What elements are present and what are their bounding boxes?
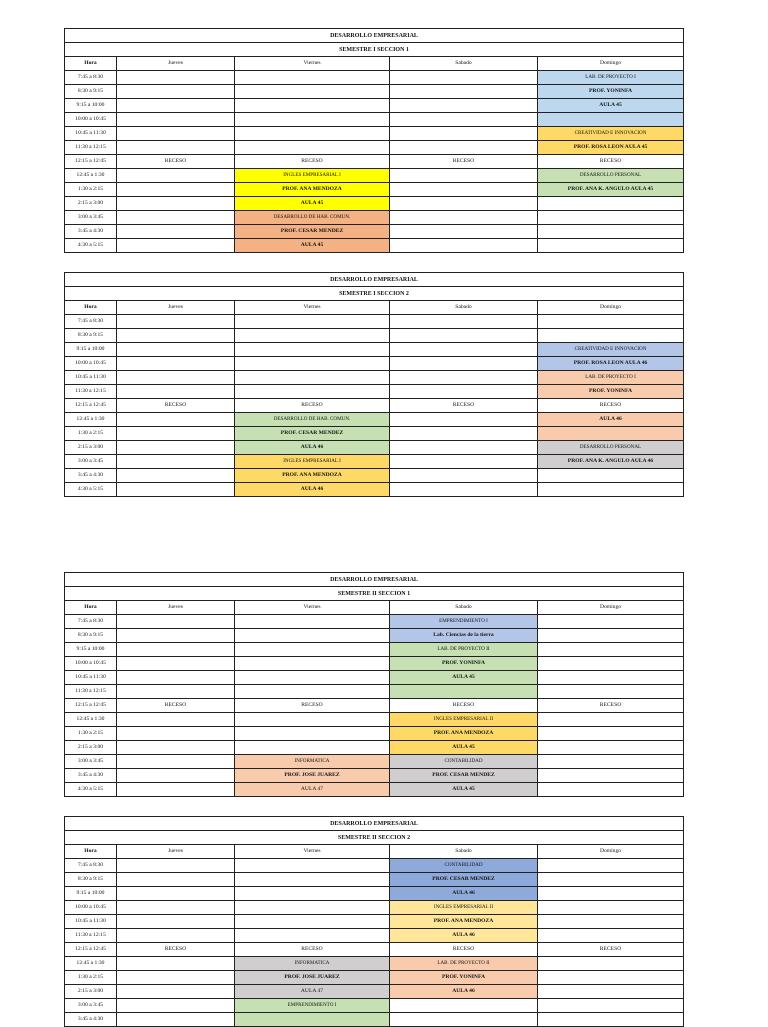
header-hora: Hora [65, 57, 117, 71]
hour-cell: 10:00 a 10:45 [65, 657, 117, 671]
hour-cell: 4:30 a 5:15 [65, 483, 117, 497]
hour-cell: 12:15 a 12:45 [65, 699, 117, 713]
hour-cell: 2:15 a 3:00 [65, 985, 117, 999]
hour-cell: 1:30 a 2:15 [65, 971, 117, 985]
class-cell: PROF. CESAR MENDEZ [235, 225, 390, 239]
hour-cell: 3:00 a 3:45 [65, 211, 117, 225]
schedule-table-4 [64, 816, 683, 1027]
receso-cell: RECESO [538, 943, 684, 957]
class-cell: LAB. DE PROYECTO I [538, 71, 684, 85]
class-cell: AULA 47 [235, 985, 390, 999]
class-cell: INGLES EMPRESARIAL I [235, 169, 390, 183]
class-cell: EMPRENDIMIENTO I [235, 999, 390, 1013]
hour-cell: 4:30 a 5:15 [65, 783, 117, 797]
hour-cell: 8:30 a 9:15 [65, 873, 117, 887]
header-jueves: Jueves [117, 301, 235, 315]
table-subtitle: SEMESTRE II SECCION 1 [65, 587, 684, 601]
class-cell: PROF. ROSA LEON AULA 45 [538, 141, 684, 155]
header-domingo: Domingo [538, 57, 684, 71]
receso-cell: RECESO [117, 155, 235, 169]
hour-cell: 12:45 a 1:30 [65, 169, 117, 183]
header-jueves: Jueves [117, 601, 235, 615]
receso-cell: RECESO [235, 399, 390, 413]
header-domingo: Domingo [538, 301, 684, 315]
class-cell: AULA 45 [235, 239, 390, 253]
header-hora: Hora [65, 601, 117, 615]
hour-cell: 8:30 a 9:15 [65, 629, 117, 643]
class-cell: PROF. YONINFA [538, 85, 684, 99]
class-cell: AULA 45 [538, 99, 684, 113]
class-cell: DESARROLLO PERSONAL [538, 441, 684, 455]
class-cell: EMPRENDIMIENTO I [390, 615, 538, 629]
receso-cell: RECESO [235, 699, 390, 713]
table-title: DESARROLLO EMPRESARIAL [65, 273, 684, 287]
class-cell: PROF. ANA MENDOZA [390, 915, 538, 929]
class-cell: AULA 47 [235, 783, 390, 797]
hour-cell: 9:15 a 10:00 [65, 887, 117, 901]
table-title: DESARROLLO EMPRESARIAL [65, 817, 684, 831]
class-cell: AULA 46 [235, 441, 390, 455]
receso-cell: RECESO [117, 699, 235, 713]
class-cell: AULA 45 [390, 671, 538, 685]
header-viernes: Viernes [235, 845, 390, 859]
hour-cell: 3:45 a 4:30 [65, 769, 117, 783]
hour-cell: 3:45 a 4:30 [65, 469, 117, 483]
class-cell: PROF. CESAR MENDEZ [390, 769, 538, 783]
header-viernes: Viernes [235, 57, 390, 71]
class-cell: INFORMATICA [235, 957, 390, 971]
class-cell: AULA 46 [390, 985, 538, 999]
hour-cell: 3:00 a 3:45 [65, 455, 117, 469]
hour-cell: 2:15 a 3:00 [65, 441, 117, 455]
hour-cell: 2:15 a 3:00 [65, 197, 117, 211]
table-title: DESARROLLO EMPRESARIAL [65, 29, 684, 43]
hour-cell: 1:30 a 2:15 [65, 427, 117, 441]
header-sabado: Sabado [390, 301, 538, 315]
class-cell: PROF. ROSA LEON AULA 46 [538, 357, 684, 371]
class-cell: INGLES EMPRESARIAL II [390, 901, 538, 915]
hour-cell: 3:45 a 4:30 [65, 225, 117, 239]
header-sabado: Sabado [390, 845, 538, 859]
hour-cell: 7:45 a 8:30 [65, 71, 117, 85]
class-cell: AULA 45 [235, 197, 390, 211]
hour-cell: 3:00 a 3:45 [65, 755, 117, 769]
hour-cell: 4:30 a 5:15 [65, 239, 117, 253]
class-cell: CONTABILIDAD [390, 755, 538, 769]
class-cell: INFORMATICA [235, 755, 390, 769]
hour-cell: 10:00 a 10:45 [65, 357, 117, 371]
hour-cell: 9:15 a 10:00 [65, 343, 117, 357]
hour-cell: 1:30 a 2:15 [65, 183, 117, 197]
table-title: DESARROLLO EMPRESARIAL [65, 573, 684, 587]
class-cell: PROF. CESAR MENDEZ [390, 873, 538, 887]
class-cell: AULA 46 [390, 887, 538, 901]
hour-cell: 11:30 a 12:15 [65, 929, 117, 943]
receso-cell: RECESO [390, 699, 538, 713]
hour-cell: 10:45 a 11:30 [65, 671, 117, 685]
header-sabado: Sabado [390, 601, 538, 615]
receso-cell: RECESO [390, 399, 538, 413]
hour-cell: 12:45 a 1:30 [65, 713, 117, 727]
class-cell: AULA 46 [235, 483, 390, 497]
hour-cell: 12:15 a 12:45 [65, 943, 117, 957]
class-cell: INGLES EMPRESARIAL II [390, 713, 538, 727]
class-cell: PROF. YONINFA [538, 385, 684, 399]
hour-cell: 8:30 a 9:15 [65, 85, 117, 99]
table-subtitle: SEMESTRE II SECCION 2 [65, 831, 684, 845]
hour-cell: 11:30 a 12:15 [65, 385, 117, 399]
header-viernes: Viernes [235, 301, 390, 315]
class-cell: PROF. YONINFA [390, 657, 538, 671]
class-cell: PROF. JOSE JUAREZ [235, 769, 390, 783]
header-hora: Hora [65, 301, 117, 315]
class-cell: PROF. JOSE JUAREZ [235, 971, 390, 985]
class-cell: PROF. ANA MENDOZA [390, 727, 538, 741]
header-viernes: Viernes [235, 601, 390, 615]
table-subtitle: SEMESTRE I SECCION 1 [65, 43, 684, 57]
class-cell: AULA 45 [390, 783, 538, 797]
class-cell: AULA 45 [390, 741, 538, 755]
schedule-table-1 [64, 28, 683, 253]
header-hora: Hora [65, 845, 117, 859]
class-cell: PROF. YONINFA [390, 971, 538, 985]
hour-cell: 10:45 a 11:30 [65, 127, 117, 141]
hour-cell: 12:15 a 12:45 [65, 155, 117, 169]
hour-cell: 11:30 a 12:15 [65, 685, 117, 699]
class-cell: LAB. DE PROYECTO II [390, 643, 538, 657]
class-cell: DESARROLLO PERSONAL [538, 169, 684, 183]
class-cell: PROF. ANA MENDOZA [235, 183, 390, 197]
hour-cell: 10:00 a 10:45 [65, 901, 117, 915]
hour-cell: 2:15 a 3:00 [65, 741, 117, 755]
hour-cell: 10:45 a 11:30 [65, 371, 117, 385]
hour-cell: 7:45 a 8:30 [65, 859, 117, 873]
schedule-table-2 [64, 272, 683, 497]
hour-cell: 3:00 a 3:45 [65, 999, 117, 1013]
class-cell: DESARROLLO DE HAB. COMUN. [235, 413, 390, 427]
hour-cell: 1:30 a 2:15 [65, 727, 117, 741]
hour-cell: 9:15 a 10:00 [65, 99, 117, 113]
class-cell: AULA 46 [538, 413, 684, 427]
hour-cell: 7:45 a 8:30 [65, 615, 117, 629]
receso-cell: RECESO [235, 155, 390, 169]
hour-cell: 12:45 a 1:30 [65, 413, 117, 427]
hour-cell: 3:45 a 4:30 [65, 1013, 117, 1027]
hour-cell: 7:45 a 8:30 [65, 315, 117, 329]
receso-cell: RECESO [538, 155, 684, 169]
class-cell: DESARROLLO DE HAB. COMUN. [235, 211, 390, 225]
class-cell: Lab. Ciencias de la tierra [390, 629, 538, 643]
class-cell: LAB. DE PROYECTO II [390, 957, 538, 971]
class-cell: CONTABILIDAD [390, 859, 538, 873]
class-cell: PROF. ANA K. ANGULO AULA 46 [538, 455, 684, 469]
receso-cell: RECESO [117, 943, 235, 957]
header-jueves: Jueves [117, 845, 235, 859]
receso-cell: RECESO [538, 399, 684, 413]
class-cell: PROF. ANA MENDOZA [235, 469, 390, 483]
class-cell: PROF. CESAR MENDEZ [235, 427, 390, 441]
class-cell: CREATIVIDAD E INNOVACION [538, 343, 684, 357]
hour-cell: 8:30 a 9:15 [65, 329, 117, 343]
receso-cell: RECESO [538, 699, 684, 713]
receso-cell: RECESO [235, 943, 390, 957]
class-cell: AULA 46 [390, 929, 538, 943]
hour-cell: 12:15 a 12:45 [65, 399, 117, 413]
hour-cell: 10:45 a 11:30 [65, 915, 117, 929]
hour-cell: 9:15 a 10:00 [65, 643, 117, 657]
header-sabado: Sabado [390, 57, 538, 71]
table-subtitle: SEMESTRE I SECCION 2 [65, 287, 684, 301]
receso-cell: RECESO [390, 943, 538, 957]
class-cell: CREATIVIDAD E INNOVACION [538, 127, 684, 141]
receso-cell: RECESO [117, 399, 235, 413]
hour-cell: 10:00 a 10:45 [65, 113, 117, 127]
class-cell: INGLES EMPRESARIAL I [235, 455, 390, 469]
header-domingo: Domingo [538, 601, 684, 615]
schedule-table-3 [64, 572, 683, 797]
header-jueves: Jueves [117, 57, 235, 71]
header-domingo: Domingo [538, 845, 684, 859]
receso-cell: RECESO [390, 155, 538, 169]
hour-cell: 12:45 a 1:30 [65, 957, 117, 971]
hour-cell: 11:30 a 12:15 [65, 141, 117, 155]
class-cell: PROF. ANA K. ANGULO AULA 45 [538, 183, 684, 197]
class-cell: LAB. DE PROYECTO I [538, 371, 684, 385]
